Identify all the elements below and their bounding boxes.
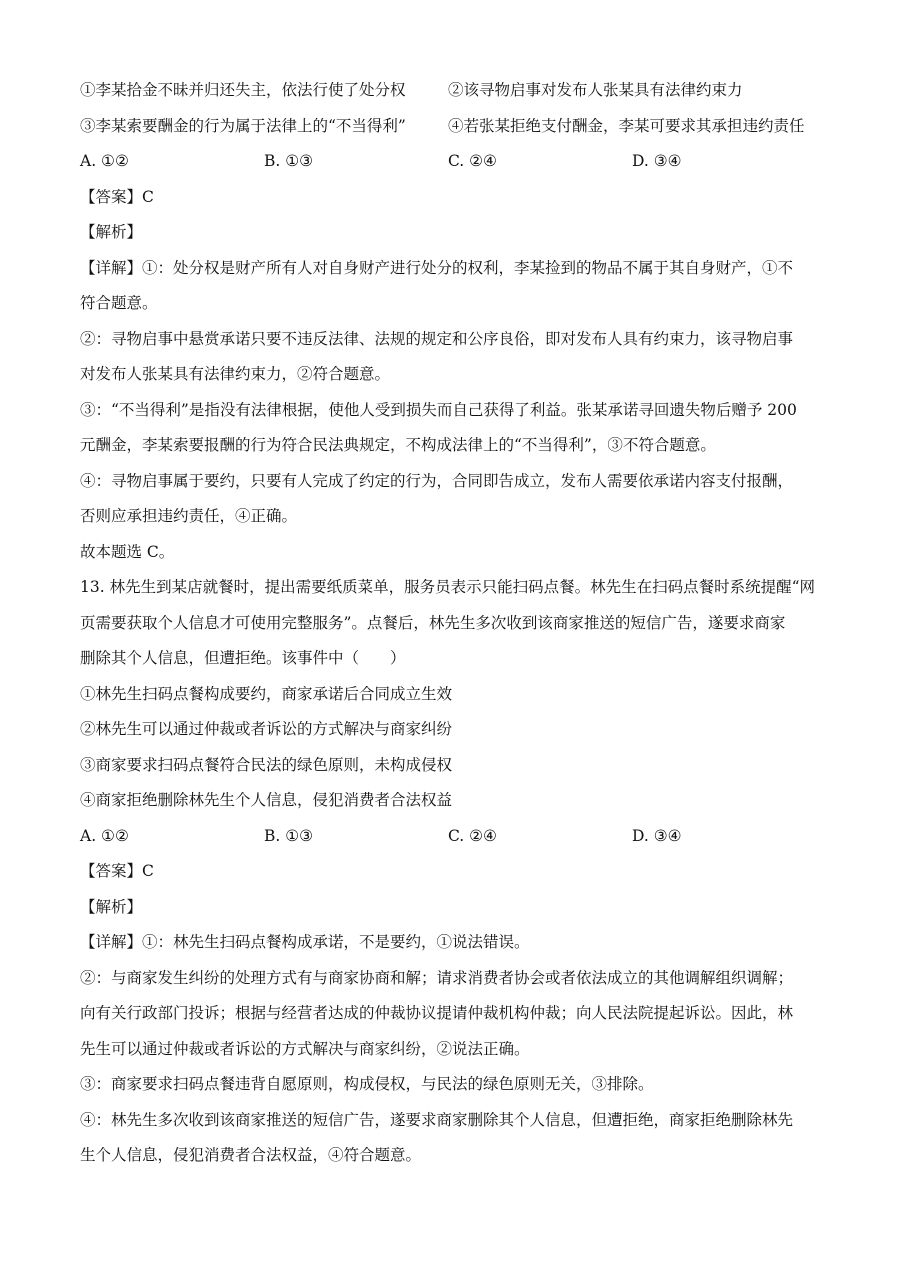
q12-statement-2: ②该寻物启事对发布人张某具有法律约束力 bbox=[448, 81, 743, 99]
q13-statement-1: ①林先生扫码点餐构成要约，商家承诺后合同成立生效 bbox=[80, 684, 453, 703]
q12-statement-3: ③李某索要酬金的行为属于法律上的“不当得利” bbox=[80, 116, 406, 135]
q12-options bbox=[80, 144, 820, 180]
q13-stem-line: 删除其个人信息，但遭拒绝。该事件中（ ） bbox=[80, 649, 406, 667]
q13-detail-line: 先生可以通过仲裁或者诉讼的方式解决与商家纠纷，②说法正确。 bbox=[80, 1039, 530, 1058]
q12-statements-row-2 bbox=[80, 109, 820, 145]
q12-statement-4: ④若张某拒绝支付酬金，李某可要求其承担违约责任 bbox=[448, 116, 805, 135]
q13-option-b: B. ①③ bbox=[264, 826, 314, 845]
q12-detail-line: ③：“不当得利”是指没有法律根据，使他人受到损失而自己获得了利益。张某承诺寻回遗失物后赠予 200 bbox=[80, 400, 797, 419]
q12-detail-line: 符合题意。 bbox=[80, 294, 158, 312]
q13-option-a: A. ①② bbox=[80, 826, 129, 845]
q13-detail-line: ②：与商家发生纠纷的处理方式有与商家协商和解；请求消费者协会或者依法成立的其他调解组织调解； bbox=[80, 968, 794, 987]
q13-analysis-label: 【解析】 bbox=[80, 897, 143, 916]
q12-statements-row-1 bbox=[80, 73, 820, 109]
q12-analysis-label: 【解析】 bbox=[80, 223, 143, 241]
q12-option-a: A. ①② bbox=[80, 152, 129, 170]
q13-statement-2: ②林先生可以通过仲裁或者诉讼的方式解决与商家纠纷 bbox=[80, 720, 453, 738]
q12-detail-line: ④：寻物启事属于要约，只要有人完成了约定的行为，合同即告成立，发布人需要依承诺内容支付报酬， bbox=[80, 471, 794, 490]
q12-detail-line: 元酬金，李某索要报酬的行为符合民法典规定，不构成法律上的“不当得利”，③不符合题意。 bbox=[80, 436, 716, 454]
q12-answer: 【答案】C bbox=[80, 187, 154, 206]
q13-answer: 【答案】C bbox=[80, 862, 154, 880]
q13-detail-line: 生个人信息，侵犯消费者合法权益，④符合题意。 bbox=[80, 1146, 422, 1164]
q13-statement-3: ③商家要求扫码点餐符合民法的绿色原则，未构成侵权 bbox=[80, 755, 453, 774]
document-page bbox=[80, 73, 820, 1174]
q12-statement-1: ①李某拾金不昧并归还失主，依法行使了处分权 bbox=[80, 81, 406, 99]
q13-stem-line: 页需要获取个人信息才可使用完整服务”。点餐后，林先生多次收到该商家推送的短信广告，遂要求商家 bbox=[80, 613, 786, 632]
q12-conclusion: 故本题选 C。 bbox=[80, 542, 175, 561]
q13-detail-line: 向有关行政部门投诉；根据与经营者达成的仲裁协议提请仲裁机构仲裁；向人民法院提起诉讼。因此，林 bbox=[80, 1004, 794, 1022]
q13-detail-line: 【详解】①：林先生扫码点餐构成承诺，不是要约，①说法错误。 bbox=[80, 933, 530, 951]
q12-detail-line: ②：寻物启事中悬赏承诺只要不违反法律、法规的规定和公序良俗，即对发布人具有约束力，该寻物启事 bbox=[80, 329, 794, 348]
q12-detail-line: 对发布人张某具有法律约束力，②符合题意。 bbox=[80, 365, 391, 383]
q12-detail-line: 【详解】①：处分权是财产所有人对自身财产进行处分的权利，李某捡到的物品不属于其自身财产，①不 bbox=[80, 258, 794, 277]
q13-detail-line: ③：商家要求扫码点餐违背自愿原则，构成侵权，与民法的绿色原则无关，③排除。 bbox=[80, 1075, 654, 1093]
q13-option-d: D. ③④ bbox=[632, 826, 682, 845]
q13-stem-line: 13. 林先生到某店就餐时，提出需要纸质菜单，服务员表示只能扫码点餐。林先生在扫码点餐时系统提醒“网 bbox=[80, 578, 816, 596]
q12-detail-line: 否则应承担违约责任，④正确。 bbox=[80, 507, 298, 525]
q13-options bbox=[80, 819, 820, 855]
q12-option-b: B. ①③ bbox=[264, 152, 314, 170]
q13-detail-line: ④：林先生多次收到该商家推送的短信广告，遂要求商家删除其个人信息，但遭拒绝，商家拒绝删除林先 bbox=[80, 1110, 794, 1129]
q12-option-c: C. ②④ bbox=[448, 152, 497, 170]
q13-statement-4: ④商家拒绝删除林先生个人信息，侵犯消费者合法权益 bbox=[80, 791, 453, 809]
q12-option-d: D. ③④ bbox=[632, 152, 682, 170]
q13-option-c: C. ②④ bbox=[448, 826, 497, 845]
